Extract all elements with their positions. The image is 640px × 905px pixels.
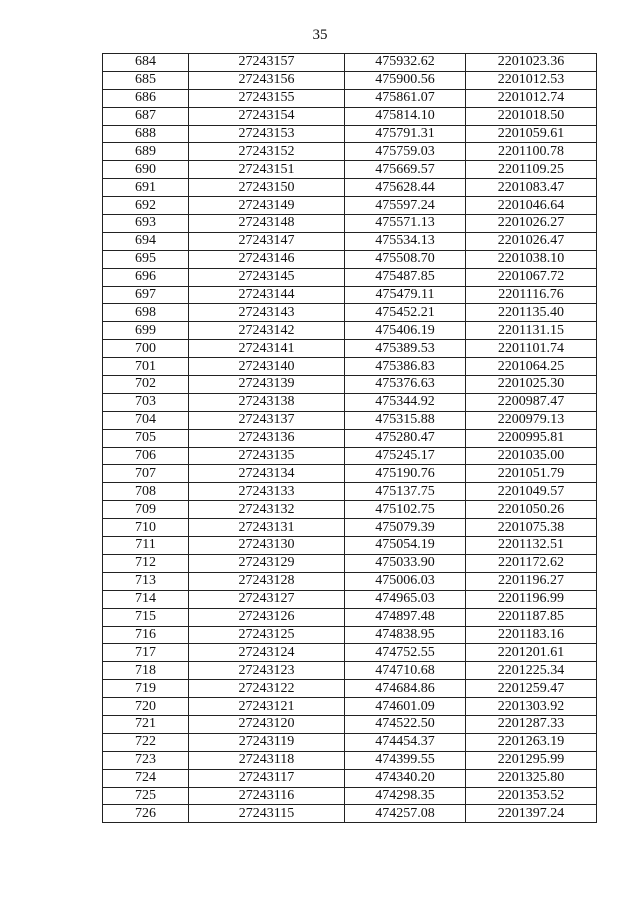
point-id-cell: 27243142 (189, 322, 345, 340)
point-id-cell: 27243135 (189, 447, 345, 465)
table-row (103, 769, 597, 787)
point-number-cell: 723 (103, 751, 189, 769)
point-id-cell: 27243127 (189, 590, 345, 608)
y-coordinate-cell: 2201196.99 (466, 590, 597, 608)
table-row (103, 393, 597, 411)
point-number-cell: 694 (103, 232, 189, 250)
x-coordinate-cell: 475452.21 (345, 304, 466, 322)
point-id-cell: 27243145 (189, 268, 345, 286)
point-id-cell: 27243144 (189, 286, 345, 304)
y-coordinate-cell: 2201101.74 (466, 340, 597, 358)
point-id-cell: 27243143 (189, 304, 345, 322)
x-coordinate-cell: 475376.63 (345, 376, 466, 394)
point-id-cell: 27243157 (189, 54, 345, 72)
x-coordinate-cell: 475033.90 (345, 554, 466, 572)
point-id-cell: 27243147 (189, 232, 345, 250)
x-coordinate-cell: 475597.24 (345, 197, 466, 215)
y-coordinate-cell: 2201201.61 (466, 644, 597, 662)
point-number-cell: 710 (103, 519, 189, 537)
point-id-cell: 27243124 (189, 644, 345, 662)
point-id-cell: 27243146 (189, 250, 345, 268)
table-row (103, 161, 597, 179)
x-coordinate-cell: 474257.08 (345, 805, 466, 823)
point-number-cell: 699 (103, 322, 189, 340)
table-row (103, 197, 597, 215)
y-coordinate-cell: 2201109.25 (466, 161, 597, 179)
table-row (103, 751, 597, 769)
x-coordinate-cell: 475406.19 (345, 322, 466, 340)
point-id-cell: 27243148 (189, 215, 345, 233)
x-coordinate-cell: 474522.50 (345, 715, 466, 733)
x-coordinate-cell: 475315.88 (345, 411, 466, 429)
y-coordinate-cell: 2201035.00 (466, 447, 597, 465)
point-id-cell: 27243130 (189, 537, 345, 555)
point-number-cell: 713 (103, 572, 189, 590)
y-coordinate-cell: 2201295.99 (466, 751, 597, 769)
y-coordinate-cell: 2200979.13 (466, 411, 597, 429)
y-coordinate-cell: 2201023.36 (466, 54, 597, 72)
point-id-cell: 27243156 (189, 71, 345, 89)
x-coordinate-cell: 475079.39 (345, 519, 466, 537)
table-row (103, 143, 597, 161)
y-coordinate-cell: 2201064.25 (466, 358, 597, 376)
point-number-cell: 707 (103, 465, 189, 483)
x-coordinate-cell: 475628.44 (345, 179, 466, 197)
y-coordinate-cell: 2201100.78 (466, 143, 597, 161)
y-coordinate-cell: 2201026.47 (466, 232, 597, 250)
y-coordinate-cell: 2201116.76 (466, 286, 597, 304)
point-number-cell: 684 (103, 54, 189, 72)
y-coordinate-cell: 2200987.47 (466, 393, 597, 411)
table-row (103, 376, 597, 394)
point-number-cell: 689 (103, 143, 189, 161)
coordinates-table-body (103, 54, 597, 823)
point-number-cell: 719 (103, 680, 189, 698)
table-row (103, 733, 597, 751)
table-row (103, 787, 597, 805)
table-row (103, 465, 597, 483)
x-coordinate-cell: 475508.70 (345, 250, 466, 268)
table-row (103, 89, 597, 107)
point-id-cell: 27243128 (189, 572, 345, 590)
y-coordinate-cell: 2201018.50 (466, 107, 597, 125)
point-number-cell: 696 (103, 268, 189, 286)
point-number-cell: 708 (103, 483, 189, 501)
point-number-cell: 691 (103, 179, 189, 197)
table-row (103, 626, 597, 644)
y-coordinate-cell: 2201132.51 (466, 537, 597, 555)
y-coordinate-cell: 2201050.26 (466, 501, 597, 519)
point-number-cell: 687 (103, 107, 189, 125)
y-coordinate-cell: 2201026.27 (466, 215, 597, 233)
point-number-cell: 705 (103, 429, 189, 447)
x-coordinate-cell: 474340.20 (345, 769, 466, 787)
x-coordinate-cell: 475280.47 (345, 429, 466, 447)
point-id-cell: 27243120 (189, 715, 345, 733)
y-coordinate-cell: 2201287.33 (466, 715, 597, 733)
y-coordinate-cell: 2201325.80 (466, 769, 597, 787)
table-row (103, 483, 597, 501)
y-coordinate-cell: 2201135.40 (466, 304, 597, 322)
y-coordinate-cell: 2201038.10 (466, 250, 597, 268)
y-coordinate-cell: 2200995.81 (466, 429, 597, 447)
point-number-cell: 720 (103, 698, 189, 716)
table-row (103, 680, 597, 698)
point-number-cell: 718 (103, 662, 189, 680)
y-coordinate-cell: 2201049.57 (466, 483, 597, 501)
table-row (103, 429, 597, 447)
table-row (103, 268, 597, 286)
point-number-cell: 703 (103, 393, 189, 411)
x-coordinate-cell: 474710.68 (345, 662, 466, 680)
x-coordinate-cell: 475900.56 (345, 71, 466, 89)
x-coordinate-cell: 475759.03 (345, 143, 466, 161)
point-number-cell: 688 (103, 125, 189, 143)
y-coordinate-cell: 2201225.34 (466, 662, 597, 680)
table-row (103, 608, 597, 626)
point-number-cell: 697 (103, 286, 189, 304)
y-coordinate-cell: 2201075.38 (466, 519, 597, 537)
point-number-cell: 717 (103, 644, 189, 662)
y-coordinate-cell: 2201059.61 (466, 125, 597, 143)
x-coordinate-cell: 474684.86 (345, 680, 466, 698)
point-id-cell: 27243126 (189, 608, 345, 626)
point-number-cell: 700 (103, 340, 189, 358)
point-id-cell: 27243133 (189, 483, 345, 501)
table-row (103, 715, 597, 733)
table-row (103, 286, 597, 304)
y-coordinate-cell: 2201187.85 (466, 608, 597, 626)
x-coordinate-cell: 474838.95 (345, 626, 466, 644)
y-coordinate-cell: 2201067.72 (466, 268, 597, 286)
point-id-cell: 27243132 (189, 501, 345, 519)
point-id-cell: 27243151 (189, 161, 345, 179)
point-id-cell: 27243139 (189, 376, 345, 394)
table-row (103, 554, 597, 572)
x-coordinate-cell: 474752.55 (345, 644, 466, 662)
point-number-cell: 698 (103, 304, 189, 322)
point-id-cell: 27243116 (189, 787, 345, 805)
table-row (103, 232, 597, 250)
point-id-cell: 27243150 (189, 179, 345, 197)
point-number-cell: 702 (103, 376, 189, 394)
x-coordinate-cell: 475814.10 (345, 107, 466, 125)
point-number-cell: 709 (103, 501, 189, 519)
point-id-cell: 27243153 (189, 125, 345, 143)
table-row (103, 322, 597, 340)
point-id-cell: 27243121 (189, 698, 345, 716)
y-coordinate-cell: 2201397.24 (466, 805, 597, 823)
x-coordinate-cell: 475190.76 (345, 465, 466, 483)
point-id-cell: 27243137 (189, 411, 345, 429)
x-coordinate-cell: 475534.13 (345, 232, 466, 250)
point-id-cell: 27243141 (189, 340, 345, 358)
point-number-cell: 721 (103, 715, 189, 733)
point-id-cell: 27243154 (189, 107, 345, 125)
table-row (103, 805, 597, 823)
table-row (103, 358, 597, 376)
point-number-cell: 695 (103, 250, 189, 268)
x-coordinate-cell: 475054.19 (345, 537, 466, 555)
y-coordinate-cell: 2201012.53 (466, 71, 597, 89)
table-row (103, 447, 597, 465)
x-coordinate-cell: 475861.07 (345, 89, 466, 107)
point-id-cell: 27243138 (189, 393, 345, 411)
x-coordinate-cell: 475245.17 (345, 447, 466, 465)
point-number-cell: 712 (103, 554, 189, 572)
point-id-cell: 27243117 (189, 769, 345, 787)
y-coordinate-cell: 2201131.15 (466, 322, 597, 340)
table-row (103, 644, 597, 662)
point-number-cell: 725 (103, 787, 189, 805)
y-coordinate-cell: 2201012.74 (466, 89, 597, 107)
x-coordinate-cell: 475137.75 (345, 483, 466, 501)
y-coordinate-cell: 2201046.64 (466, 197, 597, 215)
point-id-cell: 27243115 (189, 805, 345, 823)
point-id-cell: 27243118 (189, 751, 345, 769)
point-number-cell: 685 (103, 71, 189, 89)
point-number-cell: 711 (103, 537, 189, 555)
table-row (103, 662, 597, 680)
point-number-cell: 715 (103, 608, 189, 626)
y-coordinate-cell: 2201172.62 (466, 554, 597, 572)
point-id-cell: 27243122 (189, 680, 345, 698)
table-row (103, 698, 597, 716)
point-number-cell: 706 (103, 447, 189, 465)
x-coordinate-cell: 474454.37 (345, 733, 466, 751)
y-coordinate-cell: 2201196.27 (466, 572, 597, 590)
x-coordinate-cell: 475669.57 (345, 161, 466, 179)
table-row (103, 519, 597, 537)
y-coordinate-cell: 2201183.16 (466, 626, 597, 644)
x-coordinate-cell: 474298.35 (345, 787, 466, 805)
table-row (103, 250, 597, 268)
x-coordinate-cell: 474601.09 (345, 698, 466, 716)
table-row (103, 71, 597, 89)
x-coordinate-cell: 475487.85 (345, 268, 466, 286)
point-id-cell: 27243125 (189, 626, 345, 644)
point-number-cell: 704 (103, 411, 189, 429)
x-coordinate-cell: 475389.53 (345, 340, 466, 358)
table-row (103, 54, 597, 72)
point-id-cell: 27243123 (189, 662, 345, 680)
x-coordinate-cell: 475386.83 (345, 358, 466, 376)
point-number-cell: 716 (103, 626, 189, 644)
point-number-cell: 724 (103, 769, 189, 787)
point-id-cell: 27243155 (189, 89, 345, 107)
table-row (103, 179, 597, 197)
point-id-cell: 27243134 (189, 465, 345, 483)
x-coordinate-cell: 475102.75 (345, 501, 466, 519)
point-number-cell: 726 (103, 805, 189, 823)
table-row (103, 572, 597, 590)
table-row (103, 215, 597, 233)
table-row (103, 304, 597, 322)
y-coordinate-cell: 2201051.79 (466, 465, 597, 483)
y-coordinate-cell: 2201259.47 (466, 680, 597, 698)
point-number-cell: 686 (103, 89, 189, 107)
table-row (103, 125, 597, 143)
point-number-cell: 722 (103, 733, 189, 751)
x-coordinate-cell: 474897.48 (345, 608, 466, 626)
table-row (103, 411, 597, 429)
point-number-cell: 714 (103, 590, 189, 608)
table-row (103, 501, 597, 519)
point-id-cell: 27243149 (189, 197, 345, 215)
x-coordinate-cell: 475932.62 (345, 54, 466, 72)
table-row (103, 107, 597, 125)
point-number-cell: 693 (103, 215, 189, 233)
point-number-cell: 701 (103, 358, 189, 376)
point-id-cell: 27243136 (189, 429, 345, 447)
page-number: 35 (312, 27, 328, 43)
x-coordinate-cell: 475479.11 (345, 286, 466, 304)
point-id-cell: 27243131 (189, 519, 345, 537)
point-id-cell: 27243140 (189, 358, 345, 376)
y-coordinate-cell: 2201025.30 (466, 376, 597, 394)
x-coordinate-cell: 475344.92 (345, 393, 466, 411)
y-coordinate-cell: 2201083.47 (466, 179, 597, 197)
point-number-cell: 692 (103, 197, 189, 215)
x-coordinate-cell: 475006.03 (345, 572, 466, 590)
x-coordinate-cell: 475571.13 (345, 215, 466, 233)
y-coordinate-cell: 2201353.52 (466, 787, 597, 805)
table-row (103, 590, 597, 608)
table-row (103, 537, 597, 555)
coordinates-table (102, 53, 597, 823)
x-coordinate-cell: 474399.55 (345, 751, 466, 769)
point-id-cell: 27243119 (189, 733, 345, 751)
x-coordinate-cell: 474965.03 (345, 590, 466, 608)
point-id-cell: 27243129 (189, 554, 345, 572)
table-row (103, 340, 597, 358)
y-coordinate-cell: 2201263.19 (466, 733, 597, 751)
y-coordinate-cell: 2201303.92 (466, 698, 597, 716)
point-number-cell: 690 (103, 161, 189, 179)
point-id-cell: 27243152 (189, 143, 345, 161)
x-coordinate-cell: 475791.31 (345, 125, 466, 143)
